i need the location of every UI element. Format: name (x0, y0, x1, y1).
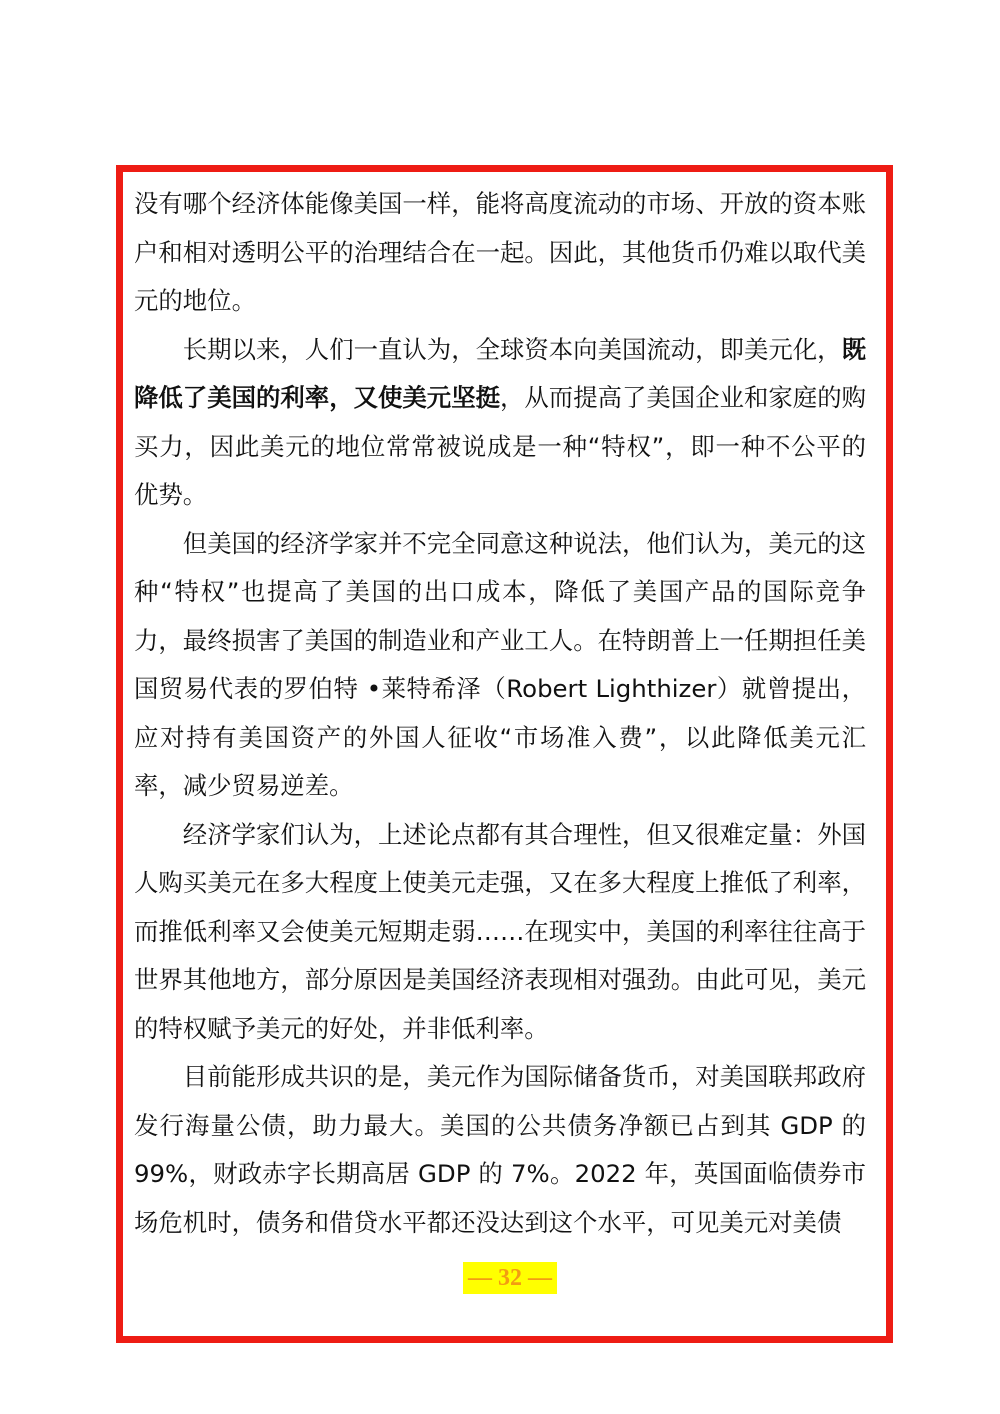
paragraph-2-text: ，从而提高了美国企业和家庭的购买力，因此美元的地位常常被说成是一种“特权”，即一种不公平的优势。 (134, 383, 866, 509)
article-body (134, 180, 866, 1247)
paragraph-4-text: 经济学家们认为，上述论点都有其合理性，但又很难定量：外国人购买美元在多大程度上使美元走强，又在多大程度上推低了利率，而推低利率又会使美元短期走弱……在现实中，美国的利率往往高于世界其他地方，部分原因是美国经济表现相对强劲。由此可见，美元的特权赋予美元的好处，并非低利率。 (134, 819, 866, 1043)
paragraph-1 (134, 180, 866, 326)
paragraph-4 (134, 811, 866, 1054)
paragraph-2-bold-phrase: 既降低了美国的利率，又使美元坚挺 (134, 334, 866, 412)
paragraph-1-text: 没有哪个经济体能像美国一样，能将高度流动的市场、开放的资本账户和相对透明公平的治理结合在一起。因此，其他货币仍难以取代美元的地位。 (134, 189, 866, 315)
paragraph-5-text: 目前能形成共识的是，美元作为国际储备货币，对美国联邦政府发行海量公债，助力最大。美国的公共债务净额已占到其 GDP 的 99%，财政赤字长期高居 GDP 的 7%。2022 年，英国面临债券市场危机时，债务和借贷水平都还没达到这个水平，可见美元对美债 (134, 1062, 866, 1237)
page-number: — 32 — (463, 1262, 557, 1294)
paragraph-2-lead: 长期以来，人们一直认为，全球资本向美国流动，即美元化， (182, 334, 842, 364)
page-border-frame (116, 165, 893, 1343)
paragraph-2 (134, 326, 866, 520)
paragraph-5 (134, 1053, 866, 1247)
paragraph-3-text: 但美国的经济学家并不完全同意这种说法，他们认为，美元的这种“特权”也提高了美国的出口成本，降低了美国产品的国际竞争力，最终损害了美国的制造业和产业工人。在特朗普上一任期担任美国贸易代表的罗伯特 •莱特希泽（Robert Lighthizer）就曾提出，应对持有美国资产的外国人征收“市场准入费”，以此降低美元汇率，减少贸易逆差。 (134, 528, 866, 800)
paragraph-3 (134, 520, 866, 811)
